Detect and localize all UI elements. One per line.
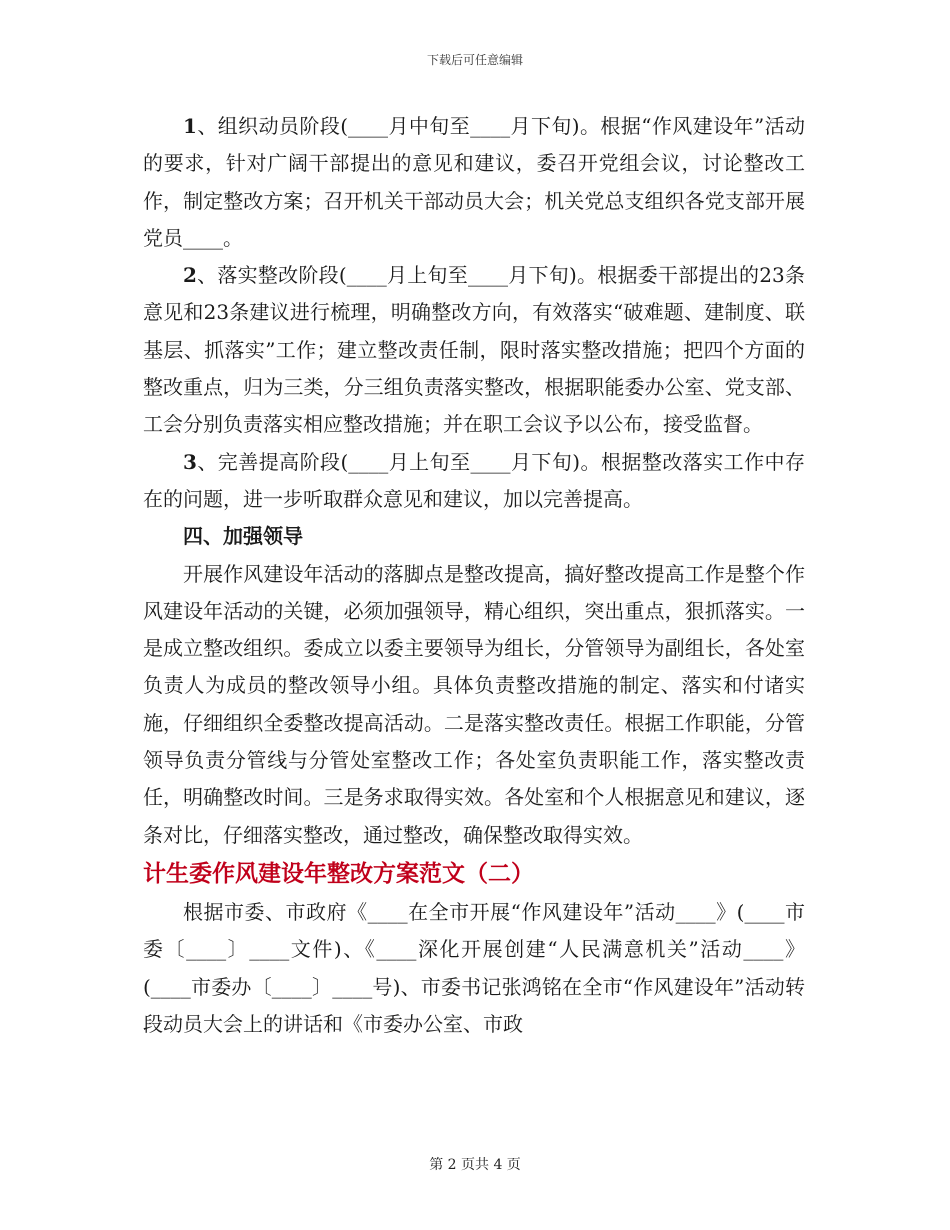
section-heading: 四、加强领导 [183,524,303,549]
stage-text: 、落实整改阶段(____月上旬至____月下旬)。根据委干部提出的23条意见和23条建议进行梳理，明确整改方向，有效落实“破难题、建制度、联基层、抓落实”工作；建立整改责任制，限时落实整改措施；把四个方面的整改重点，归为三类，分三组负责落实整改，根据职能委办公室、党支部、工会分别负责落实相应整改措施；并在职工会议予以公布，接受监督。 [143,263,805,437]
section-body-paragraph: 开展作风建设年活动的落脚点是整改提高，搞好整改提高工作是整个作风建设年活动的关键，必须加强领导，精心组织，突出重点，狠抓落实。一是成立整改组织。委成立以委主要领导为组长，分管领导为副组长，各处室负责人为成员的整改领导小组。具体负责整改措施的制定、落实和付诸实施，仔细组织全委整改提高活动。二是落实整改责任。根据工作职能，分管领导负责分管线与分管处室整改工作；各处室负责职能工作，落实整改责任，明确整改时间。三是务求取得实效。各处室和个人根据意见和建议，逐条对比，仔细落实整改，通过整改，确保整改取得实效。 [143,561,805,847]
stage-number: 3 [183,449,197,474]
stage-number: 1 [183,114,197,138]
stage-paragraph-3 [143,444,805,519]
document-title: 计生委作风建设年整改方案范文（二） [143,859,534,887]
stage-paragraph-2 [143,257,805,443]
stage-text: 、组织动员阶段(____月中旬至____月下旬)。根据“作风建设年”活动的要求，针对广阔干部提出的意见和建议，委召开党组会议，讨论整改工作，制定整改方案；召开机关干部动员大会；机关党总支组织各党支部开展党员____。 [143,114,805,250]
page-footer: 第 2 页共 4 页 [429,1157,521,1173]
document-body [143,108,805,1043]
stage-number: 2 [183,263,197,288]
stage-paragraph-1 [143,108,805,257]
stage-text: 、完善提高阶段(____月上旬至____月下旬)。根据整改落实工作中存在的问题，进一步听取群众意见和建议，加以完善提高。 [143,449,805,511]
intro-paragraph: 根据市委、市政府《____在全市开展“作风建设年”活动____》(____市委〔____〕____文件)、《____深化开展创建“人民满意机关”活动____》(____市委办〔____〕____号)、市委书记张鸿铭在全市“作风建设年”活动转段动员大会上的讲话和《市委办公室、市政 [143,899,805,1036]
page-header-note: 下载后可任意编辑 [426,53,523,67]
